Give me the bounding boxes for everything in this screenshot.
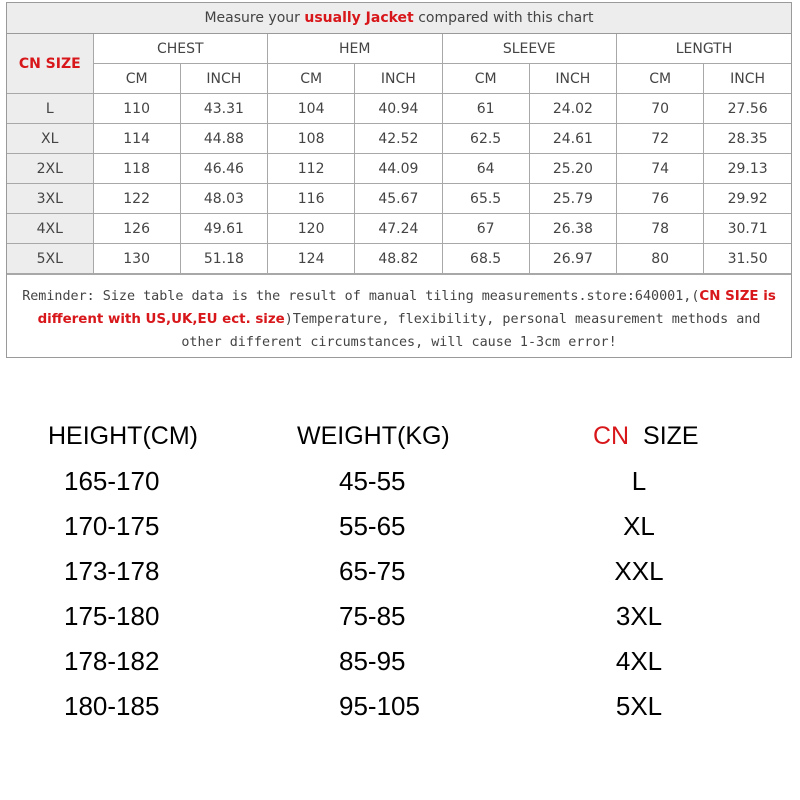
measurement-cell: 68.5 [442, 244, 529, 274]
fit-guide-header-row [0, 420, 800, 465]
height-range: 165-170 [64, 466, 160, 496]
weight-range: 55-65 [339, 511, 406, 541]
measurement-cell: 108 [268, 124, 355, 154]
measurement-cell: 118 [93, 154, 180, 184]
measurement-cell: 67 [442, 214, 529, 244]
measurement-cell: 120 [268, 214, 355, 244]
table-row [7, 214, 791, 244]
list-item [0, 600, 800, 645]
reminder-text-1: Reminder: Size table data is the result of manual tiling measurements.store:640001,( [22, 289, 700, 304]
measurement-cell: 40.94 [355, 94, 442, 124]
measurement-cell: 43.31 [180, 94, 267, 124]
measurement-cell: 64 [442, 154, 529, 184]
size-cell: 4XL [7, 214, 93, 244]
measurement-cell: 72 [617, 124, 704, 154]
measurement-cell: 24.02 [529, 94, 616, 124]
list-item [0, 465, 800, 510]
measurement-cell: 116 [268, 184, 355, 214]
cn-size-header: CN SIZE [7, 34, 93, 94]
chart-title-before: Measure your [204, 10, 300, 26]
size-value: 5XL [615, 691, 663, 721]
measurement-cell: 80 [617, 244, 704, 274]
weight-range: 95-105 [339, 691, 420, 721]
measurement-cell: 27.56 [704, 94, 791, 124]
measurement-cell: 25.20 [529, 154, 616, 184]
list-item [0, 690, 800, 735]
list-item [0, 510, 800, 555]
height-header: HEIGHT(CM) [48, 422, 198, 450]
unit-header: INCH [355, 64, 442, 94]
size-cell: 5XL [7, 244, 93, 274]
measurement-cell: 29.13 [704, 154, 791, 184]
table-unit-header-row [7, 64, 791, 94]
measurement-cell: 130 [93, 244, 180, 274]
measurement-cell: 29.92 [704, 184, 791, 214]
measurement-cell: 51.18 [180, 244, 267, 274]
height-range: 178-182 [64, 646, 160, 676]
height-range: 170-175 [64, 511, 160, 541]
measurement-cell: 74 [617, 154, 704, 184]
reminder-text-2: )Temperature, flexibility, personal measurement methods and other different circumstances, will cause 1-3cm error! [181, 312, 761, 350]
size-cell: XL [7, 124, 93, 154]
size-value: XXL [614, 556, 664, 586]
size-value: 4XL [615, 646, 663, 676]
table-row [7, 154, 791, 184]
table-row [7, 184, 791, 214]
measurement-cell: 31.50 [704, 244, 791, 274]
unit-header: CM [442, 64, 529, 94]
measurement-cell: 28.35 [704, 124, 791, 154]
height-range: 175-180 [64, 601, 160, 631]
measurement-cell: 124 [268, 244, 355, 274]
fit-guide-rows [0, 465, 800, 735]
table-row [7, 124, 791, 154]
measurement-cell: 44.09 [355, 154, 442, 184]
measurement-cell: 48.03 [180, 184, 267, 214]
weight-range: 75-85 [339, 601, 406, 631]
measurement-cell: 76 [617, 184, 704, 214]
unit-header: CM [617, 64, 704, 94]
table-group-header-row [7, 34, 791, 64]
unit-header: INCH [180, 64, 267, 94]
weight-header: WEIGHT(KG) [297, 422, 450, 450]
height-range: 173-178 [64, 556, 160, 586]
measurement-table [7, 34, 791, 274]
height-range: 180-185 [64, 691, 160, 721]
size-measure-chart [6, 2, 792, 358]
list-item [0, 645, 800, 690]
size-cell: 2XL [7, 154, 93, 184]
group-header-sleeve: SLEEVE [442, 34, 617, 64]
unit-header: INCH [529, 64, 616, 94]
measurement-cell: 61 [442, 94, 529, 124]
weight-range: 45-55 [339, 466, 406, 496]
measurement-cell: 70 [617, 94, 704, 124]
fit-guide [0, 420, 800, 735]
measurement-cell: 47.24 [355, 214, 442, 244]
measurement-cell: 110 [93, 94, 180, 124]
size-header-cn: CN [593, 422, 630, 450]
size-cell: 3XL [7, 184, 93, 214]
group-header-length: LENGTH [617, 34, 792, 64]
measurement-cell: 46.46 [180, 154, 267, 184]
size-value: 3XL [615, 601, 663, 631]
table-row [7, 94, 791, 124]
measurement-cell: 45.67 [355, 184, 442, 214]
list-item [0, 555, 800, 600]
measurement-cell: 26.38 [529, 214, 616, 244]
measurement-cell: 114 [93, 124, 180, 154]
table-row [7, 244, 791, 274]
size-cell: L [7, 94, 93, 124]
measurement-cell: 48.82 [355, 244, 442, 274]
size-value: L [631, 466, 647, 496]
weight-range: 85-95 [339, 646, 406, 676]
measurement-cell: 44.88 [180, 124, 267, 154]
chart-title-highlight: usually Jacket [304, 10, 414, 26]
group-header-hem: HEM [268, 34, 443, 64]
reminder-red-text: CN SIZE is different with US,UK,EU ect. size [37, 289, 776, 327]
size-value: XL [623, 511, 655, 541]
reminder-note [7, 274, 791, 354]
measurement-cell: 49.61 [180, 214, 267, 244]
measurement-cell: 30.71 [704, 214, 791, 244]
unit-header: CM [268, 64, 355, 94]
measurement-cell: 112 [268, 154, 355, 184]
weight-range: 65-75 [339, 556, 406, 586]
measurement-cell: 65.5 [442, 184, 529, 214]
measurement-cell: 126 [93, 214, 180, 244]
group-header-chest: CHEST [93, 34, 268, 64]
measurement-cell: 104 [268, 94, 355, 124]
chart-title-after: compared with this chart [418, 10, 594, 26]
measurement-cell: 24.61 [529, 124, 616, 154]
unit-header: INCH [704, 64, 791, 94]
unit-header: CM [93, 64, 180, 94]
measurement-cell: 25.79 [529, 184, 616, 214]
measurement-cell: 78 [617, 214, 704, 244]
measurement-cell: 26.97 [529, 244, 616, 274]
chart-title [7, 3, 791, 34]
size-header-rest: SIZE [643, 422, 699, 450]
measurement-cell: 42.52 [355, 124, 442, 154]
measurement-cell: 62.5 [442, 124, 529, 154]
measurement-cell: 122 [93, 184, 180, 214]
size-header [593, 420, 699, 452]
